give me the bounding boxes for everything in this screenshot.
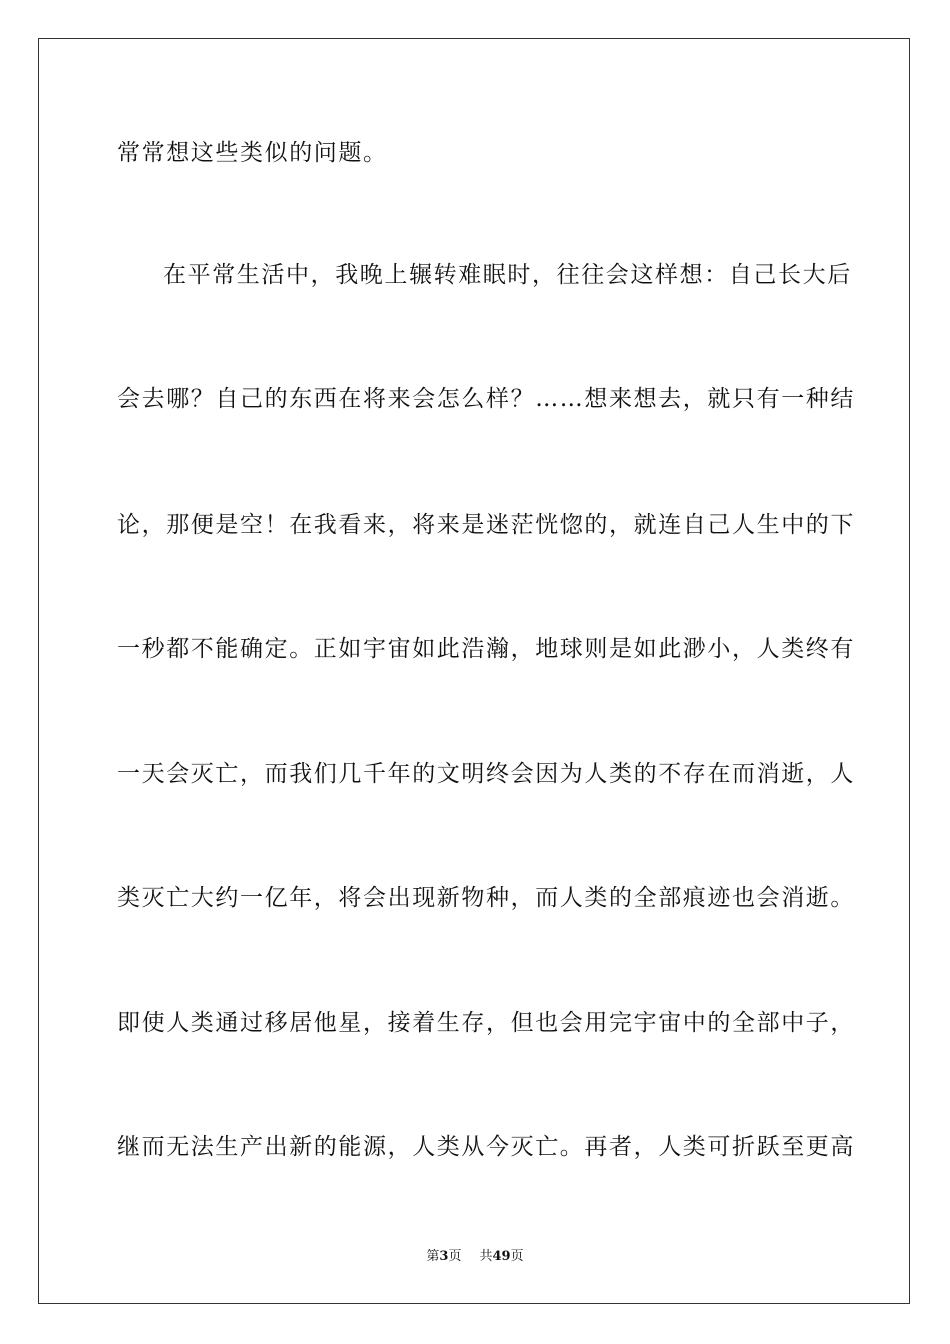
text-line-9: 继而无法生产出新的能源，人类从今灭亡。再者，人类可折跃至更高 <box>117 1134 855 1160</box>
text-line-1: 常常想这些类似的问题。 <box>117 140 388 166</box>
text-line-8: 即使人类通过移居他星，接着生存，但也会用完宇宙中的全部中子， <box>117 1010 855 1036</box>
text-line-5: 一秒都不能确定。正如宇宙如此浩瀚，地球则是如此渺小，人类终有 <box>117 636 855 662</box>
text-line-7: 类灭亡大约一亿年，将会出现新物种，而人类的全部痕迹也会消逝。 <box>117 885 855 911</box>
page-prefix: 第 <box>426 1249 440 1264</box>
page-footer <box>0 1248 950 1266</box>
page-number: 3 <box>439 1249 449 1264</box>
total-prefix: 共 <box>479 1249 493 1264</box>
total-pages: 49 <box>492 1249 511 1264</box>
text-line-4: 论，那便是空！在我看来，将来是迷茫恍惚的，就连自己人生中的下 <box>117 512 855 538</box>
page-border <box>38 38 910 1304</box>
page-suffix: 页 <box>448 1249 462 1264</box>
text-line-6: 一天会灭亡，而我们几千年的文明终会因为人类的不存在而消逝，人 <box>117 761 855 787</box>
text-line-3: 会去哪？自己的东西在将来会怎么样？……想来想去，就只有一种结 <box>117 386 855 412</box>
total-suffix: 页 <box>510 1249 524 1264</box>
paragraph-start-line: 在平常生活中，我晚上辗转难眠时，往往会这样想：自己长大后 <box>163 262 852 288</box>
